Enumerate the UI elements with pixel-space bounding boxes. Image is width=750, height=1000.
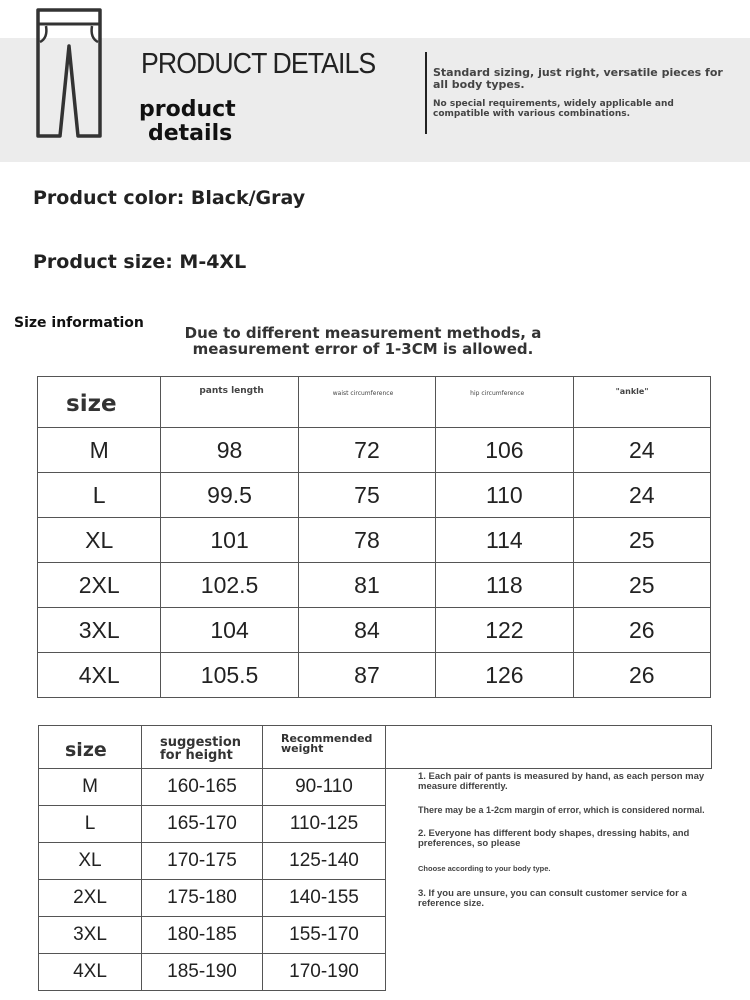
cell-weight: 155-170 [263,917,386,954]
header-pants-length-label: pants length [199,386,264,396]
header-size-label: size [65,739,107,761]
note-3: 2. Everyone has different body shapes, dressing habits, and preferences, so please [418,828,690,849]
cell-pants-length: 101 [161,518,298,563]
cell-pants-length: 98 [161,428,298,473]
cell-waist: 78 [298,518,435,563]
cell-height: 185-190 [142,954,263,991]
table-row [38,608,711,653]
cell-pants-length: 99.5 [161,473,298,518]
cell-ankle: 25 [573,563,710,608]
size-information-label: Size information [14,315,144,331]
cell-size: XL [39,843,142,880]
subtitle-line-1: product [139,97,236,122]
measurement-table [37,376,711,698]
cell-hip: 118 [436,563,573,608]
cell-height: 175-180 [142,880,263,917]
notes-cell [386,726,712,909]
table-row [38,428,711,473]
header-weight [263,726,386,769]
cell-waist: 87 [298,653,435,698]
note-1: 1. Each pair of pants is measured by hand, as each person may measure differently. [418,771,705,792]
header-ankle-label: "ankle" [615,387,649,396]
header-hip [436,377,573,428]
cell-size: 3XL [38,608,161,653]
header-waist-label: waist circumference [332,390,394,397]
cell-height: 180-185 [142,917,263,954]
header-note-2: No special requirements, widely applicable and compatible with various combinations. [433,99,674,119]
cell-waist: 84 [298,608,435,653]
header-height-label: suggestion for height [160,735,242,763]
header-size-label: size [66,391,117,417]
cell-size: 3XL [39,917,142,954]
cell-waist: 81 [298,563,435,608]
cell-weight: 110-125 [263,806,386,843]
cell-height: 165-170 [142,806,263,843]
note-2: There may be a 1-2cm margin of error, which is considered normal. [418,805,705,815]
cell-size: 2XL [38,563,161,608]
cell-height: 160-165 [142,769,263,806]
cell-pants-length: 104 [161,608,298,653]
header-size [39,726,142,769]
table-header-row [38,377,711,428]
note-4: Choose according to your body type. [418,864,551,873]
measurement-notes [418,772,708,909]
table-row [38,653,711,698]
table-row [38,473,711,518]
cell-weight: 170-190 [263,954,386,991]
table-header-row [39,726,712,769]
header-ankle [573,377,710,428]
cell-weight: 140-155 [263,880,386,917]
table-row [38,518,711,563]
cell-ankle: 25 [573,518,710,563]
header-size [38,377,161,428]
cell-size: XL [38,518,161,563]
pants-icon [34,6,104,138]
cell-hip: 110 [436,473,573,518]
cell-size: M [38,428,161,473]
product-size: Product size: M-4XL [33,251,247,273]
measurement-error-note: Due to different measurement methods, a measurement error of 1-3CM is allowed. [184,324,542,358]
cell-weight: 125-140 [263,843,386,880]
table-row [39,917,712,954]
cell-pants-length: 102.5 [161,563,298,608]
table-row [38,563,711,608]
page-subtitle [139,98,279,146]
cell-size: 4XL [38,653,161,698]
cell-size: 2XL [39,880,142,917]
table-row [39,954,712,991]
cell-waist: 72 [298,428,435,473]
subtitle-line-2: details [148,121,233,146]
product-color: Product color: Black/Gray [33,187,306,209]
cell-weight: 90-110 [263,769,386,806]
cell-pants-length: 105.5 [161,653,298,698]
header-weight-label: Recommended weight [281,732,373,755]
cell-hip: 106 [436,428,573,473]
cell-size: L [39,806,142,843]
cell-size: 4XL [39,954,142,991]
header-note-1: Standard sizing, just right, versatile pieces for all body types. [433,66,723,91]
cell-size: M [39,769,142,806]
header-height [142,726,263,769]
cell-height: 170-175 [142,843,263,880]
page-title: PRODUCT DETAILS [141,48,376,80]
recommendation-table [38,725,712,991]
header-hip-label: hip circumference [470,390,525,397]
cell-waist: 75 [298,473,435,518]
cell-hip: 114 [436,518,573,563]
note-5: 3. If you are unsure, you can consult customer service for a reference size. [418,888,687,909]
cell-size: L [38,473,161,518]
cell-ankle: 26 [573,608,710,653]
header-divider [425,52,427,134]
cell-hip: 126 [436,653,573,698]
cell-hip: 122 [436,608,573,653]
header-pants-length [161,377,298,428]
cell-ankle: 24 [573,428,710,473]
header-waist [298,377,435,428]
cell-ankle: 24 [573,473,710,518]
cell-ankle: 26 [573,653,710,698]
